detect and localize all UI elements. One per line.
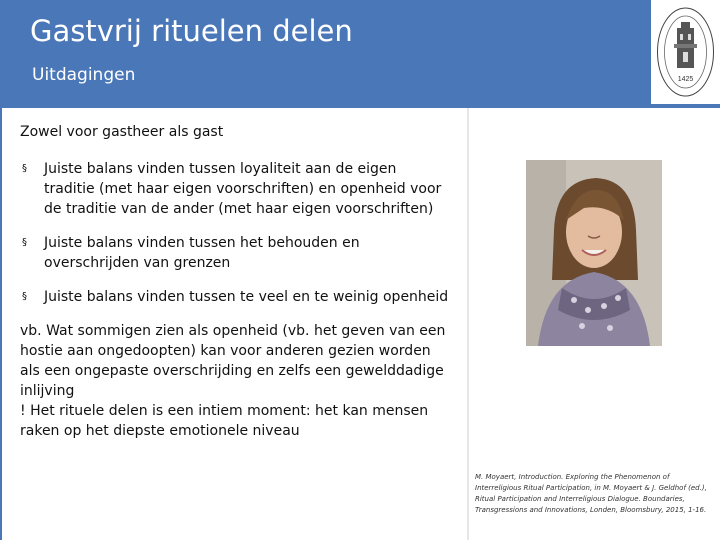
bullet-text: Juiste balans vinden tussen te veel en te weinig openheid <box>44 289 449 305</box>
bullet-text: Juiste balans vinden tussen loyaliteit aan de eigen traditie (met haar eigen voorschriften) en openheid voor de traditie van de ander (met haar eigen voorschriften) <box>44 161 442 217</box>
slide-title: Gastvrij rituelen delen <box>30 14 353 48</box>
list-item <box>20 159 450 219</box>
bullet-text: Juiste balans vinden tussen het behouden en overschrijden van grenzen <box>44 235 360 271</box>
slide-body <box>20 122 450 441</box>
seal-year: 1425 <box>677 76 694 83</box>
intro-text: Zowel voor gastheer als gast <box>20 124 224 140</box>
example-text: vb. Wat sommigen zien als openheid (vb. het geven van een hostie aan ongedoopten) kan voor anderen gezien worden als een ongepaste overschrijding en zelfs een gewelddadige inlijving <box>20 323 446 399</box>
column-divider <box>467 108 469 540</box>
slide-subtitle: Uitdagingen <box>32 65 136 85</box>
bullet-icon: § <box>22 163 27 174</box>
note-text: ! Het rituele delen is een intiem moment: het kan mensen raken op het diepste emotionele niveau <box>20 403 429 439</box>
bullet-icon: § <box>22 291 27 302</box>
list-item <box>20 233 450 273</box>
left-border <box>0 108 2 540</box>
portrait-photo <box>526 160 662 346</box>
list-item <box>20 287 450 307</box>
bullet-list <box>20 159 450 307</box>
citation-box: M. Moyaert, Introduction. Exploring the Phenomenon of Interreligious Ritual Participation, in M. Moyaert & J. Geldhof (ed.), Ritual Participation and Interreligious Dialogue. Boundaries, Transgressions and Innovations, Londen, Bloomsbury, 2015, 1-16. <box>470 462 718 540</box>
seal-icon <box>655 4 716 100</box>
header-banner <box>0 0 720 108</box>
bullet-icon: § <box>22 237 27 248</box>
university-logo <box>651 0 720 104</box>
